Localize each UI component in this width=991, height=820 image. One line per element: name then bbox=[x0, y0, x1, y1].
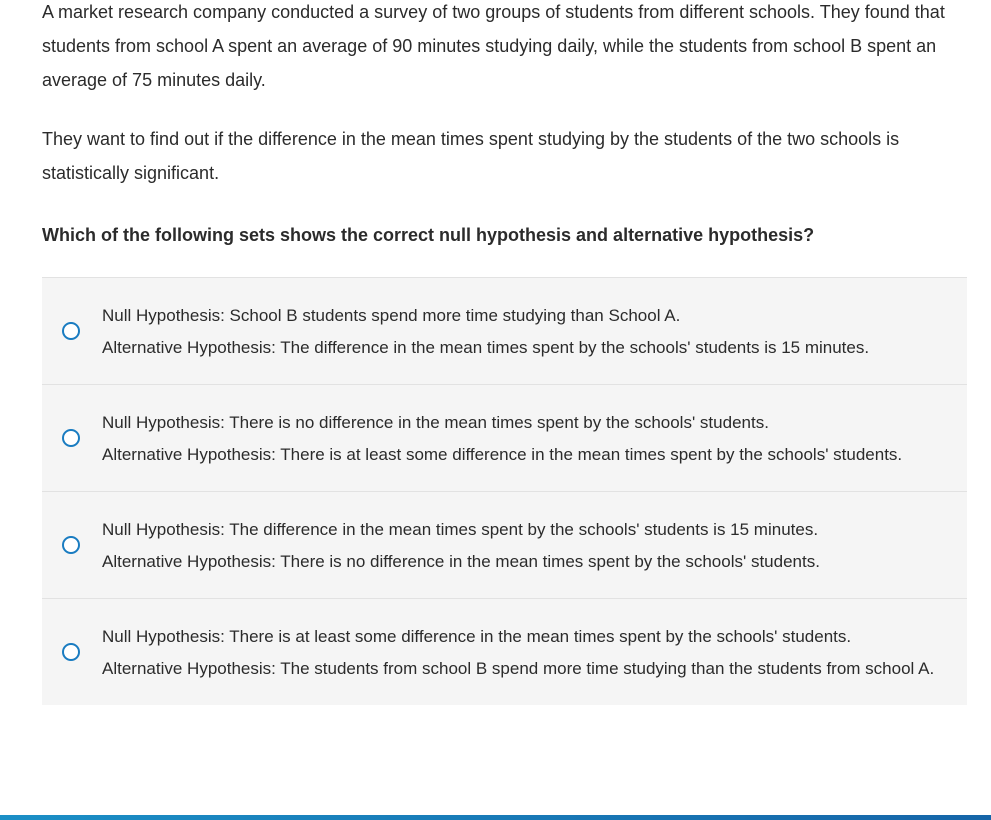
stem-paragraph: They want to find out if the difference in the mean times spent studying by the students of the two schools is statistically significant. bbox=[42, 129, 900, 183]
alternative-hypothesis-text: Alternative Hypothesis: The students from school B spend more time studying than the students from school A. bbox=[102, 659, 935, 678]
null-hypothesis-text: Null Hypothesis: There is no difference in the mean times spent by the schools' students. bbox=[102, 413, 769, 432]
radio-button-icon[interactable] bbox=[62, 429, 80, 447]
question-prompt: Which of the following sets shows the correct null hypothesis and alternative hypothesis? bbox=[42, 225, 815, 245]
radio-button-icon[interactable] bbox=[62, 322, 80, 340]
alternative-hypothesis-text: Alternative Hypothesis: There is at least some difference in the mean times spent by the schools' students. bbox=[102, 445, 903, 464]
null-hypothesis-text: Null Hypothesis: The difference in the mean times spent by the schools' students is 15 minutes. bbox=[102, 520, 819, 539]
answer-option-2[interactable] bbox=[42, 384, 967, 491]
answer-option-3[interactable] bbox=[42, 491, 967, 598]
answer-option-4[interactable] bbox=[42, 598, 967, 705]
alternative-hypothesis-text: Alternative Hypothesis: There is no difference in the mean times spent by the schools' students. bbox=[102, 552, 820, 571]
null-hypothesis-text: Null Hypothesis: School B students spend more time studying than School A. bbox=[102, 306, 681, 325]
alternative-hypothesis-text: Alternative Hypothesis: The difference in the mean times spent by the schools' students is 15 minutes. bbox=[102, 338, 870, 357]
question-stem bbox=[42, 0, 962, 215]
stem-paragraph: A market research company conducted a survey of two groups of students from different schools. They found that students from school A spent an average of 90 minutes studying daily, while the students from school B spent an average of 75 minutes daily. bbox=[42, 2, 945, 90]
bottom-accent-bar bbox=[0, 815, 991, 820]
answer-options bbox=[42, 277, 967, 705]
answer-option-1[interactable] bbox=[42, 277, 967, 384]
radio-button-icon[interactable] bbox=[62, 536, 80, 554]
radio-button-icon[interactable] bbox=[62, 643, 80, 661]
null-hypothesis-text: Null Hypothesis: There is at least some difference in the mean times spent by the schools' students. bbox=[102, 627, 852, 646]
